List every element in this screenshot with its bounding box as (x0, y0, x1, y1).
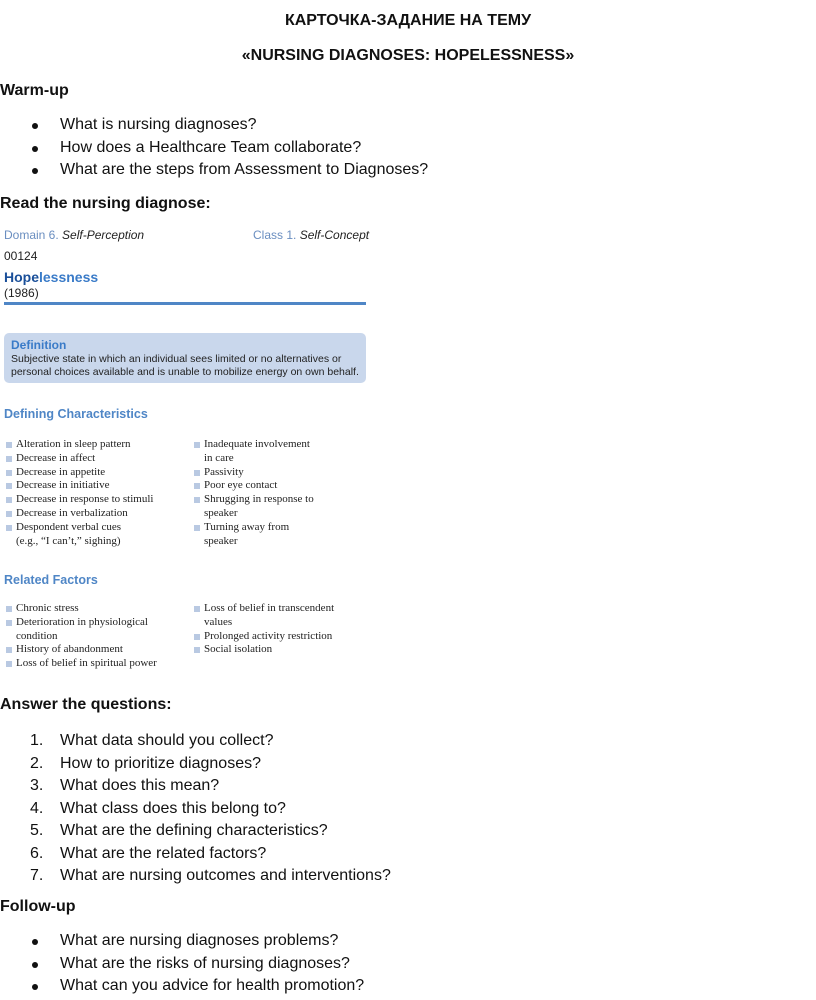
related-list-right (192, 602, 367, 657)
answer-list (0, 730, 391, 888)
card-list-item: Loss of belief in transcendent (192, 602, 367, 616)
square-bullet-icon (6, 525, 12, 531)
square-bullet-icon (6, 470, 12, 476)
list-item: 1. What data should you collect? (30, 732, 274, 749)
square-bullet-icon (6, 620, 12, 626)
card-list-item: Prolonged activity restriction (192, 630, 367, 644)
list-item: 5. What are the defining characteristics? (30, 822, 328, 839)
square-bullet-icon (194, 606, 200, 612)
list-item: What are the risks of nursing diagnoses? (0, 953, 364, 976)
card-list-item: History of abandonment (4, 643, 189, 657)
bullet-icon (32, 168, 38, 174)
square-bullet-icon (6, 442, 12, 448)
square-bullet-icon (194, 442, 200, 448)
bullet-icon (32, 962, 38, 968)
answer-heading: Answer the questions: (0, 696, 172, 713)
square-bullet-icon (6, 647, 12, 653)
list-item: What are the steps from Assessment to Diagnoses? (0, 159, 428, 182)
bullet-icon (32, 984, 38, 990)
card-list-item: speaker (204, 534, 238, 547)
bullet-icon (32, 939, 38, 945)
list-item: What is nursing diagnoses? (0, 114, 428, 137)
square-bullet-icon (6, 483, 12, 489)
list-item: 3. What does this mean? (30, 777, 220, 794)
defining-list-left (4, 438, 189, 548)
definition-box (4, 333, 366, 383)
square-bullet-icon (6, 606, 12, 612)
card-list-item: Poor eye contact (192, 479, 367, 493)
related-factors-title: Related Factors (4, 573, 98, 587)
diagnosis-code: 00124 (4, 249, 38, 263)
related-list-left (4, 602, 189, 671)
card-list-item: Decrease in affect (4, 452, 189, 466)
square-bullet-icon (194, 634, 200, 640)
defining-characteristics-title: Defining Characteristics (4, 407, 148, 421)
card-list-item: Alteration in sleep pattern (4, 438, 189, 452)
square-bullet-icon (194, 525, 200, 531)
card-list-item: Shrugging in response to (192, 493, 367, 507)
list-item: 6. What are the related factors? (30, 844, 267, 862)
card-list-item: speaker (204, 506, 238, 519)
read-heading: Read the nursing diagnose: (0, 195, 211, 212)
card-list-item: Passivity (192, 466, 367, 480)
followup-list (0, 930, 364, 998)
list-item: 7. What are nursing outcomes and interventions? (30, 867, 391, 884)
card-list-item: Decrease in initiative (4, 479, 189, 493)
card-list-item: Chronic stress (4, 602, 189, 616)
card-list-item: in care (204, 451, 234, 464)
page-title: КАРТОЧКА-ЗАДАНИЕ НА ТЕМУ (284, 12, 532, 29)
square-bullet-icon (6, 497, 12, 503)
square-bullet-icon (194, 483, 200, 489)
square-bullet-icon (6, 661, 12, 667)
definition-text: Subjective state in which an individual sees limited or no alternatives or personal choices available and is unable to mobilize energy on own behalf. (11, 353, 359, 378)
card-list-item: Turning away from (192, 521, 367, 535)
card-list-item: Inadequate involvement (192, 438, 367, 452)
list-item: How does a Healthcare Team collaborate? (0, 137, 428, 160)
square-bullet-icon (194, 647, 200, 653)
warmup-heading: Warm-up (0, 82, 69, 99)
card-list-item: Decrease in appetite (4, 466, 189, 480)
list-item: What can you advice for health promotion? (0, 975, 364, 998)
card-list-item: Loss of belief in spiritual power (4, 657, 189, 671)
diagnosis-card (0, 222, 370, 677)
card-list-item: Decrease in response to stimuli (4, 493, 189, 507)
class-label: Class 1. Self-Concept (253, 228, 370, 242)
divider (4, 302, 366, 305)
warmup-list (0, 114, 428, 182)
bullet-icon (32, 123, 38, 129)
page-subtitle: «NURSING DIAGNOSES: HOPELESSNESS» (241, 47, 575, 64)
followup-heading: Follow-up (0, 898, 76, 915)
diagnosis-year: (1986) (4, 286, 39, 300)
card-list-item: values (204, 615, 233, 628)
card-list-item: condition (16, 629, 58, 642)
card-list-item: Decrease in verbalization (4, 507, 189, 521)
square-bullet-icon (194, 497, 200, 503)
card-list-item: Despondent verbal cues (4, 521, 189, 535)
defining-list-right (192, 438, 367, 548)
square-bullet-icon (6, 456, 12, 462)
list-item: 4. What class does this belong to? (30, 799, 286, 817)
square-bullet-icon (194, 470, 200, 476)
domain-label: Domain 6. Self-Perception (4, 228, 145, 242)
card-list-item: (e.g., “I can’t,” sighing) (16, 534, 121, 547)
card-list-item: Deterioration in physiological (4, 616, 189, 630)
square-bullet-icon (6, 511, 12, 517)
card-list-item: Social isolation (192, 643, 367, 657)
list-item: What are nursing diagnoses problems? (0, 930, 364, 953)
bullet-icon (32, 146, 38, 152)
definition-title: Definition (11, 338, 67, 352)
list-item: 2. How to prioritize diagnoses? (30, 754, 261, 772)
diagnosis-name: Hopelessness (4, 269, 99, 285)
